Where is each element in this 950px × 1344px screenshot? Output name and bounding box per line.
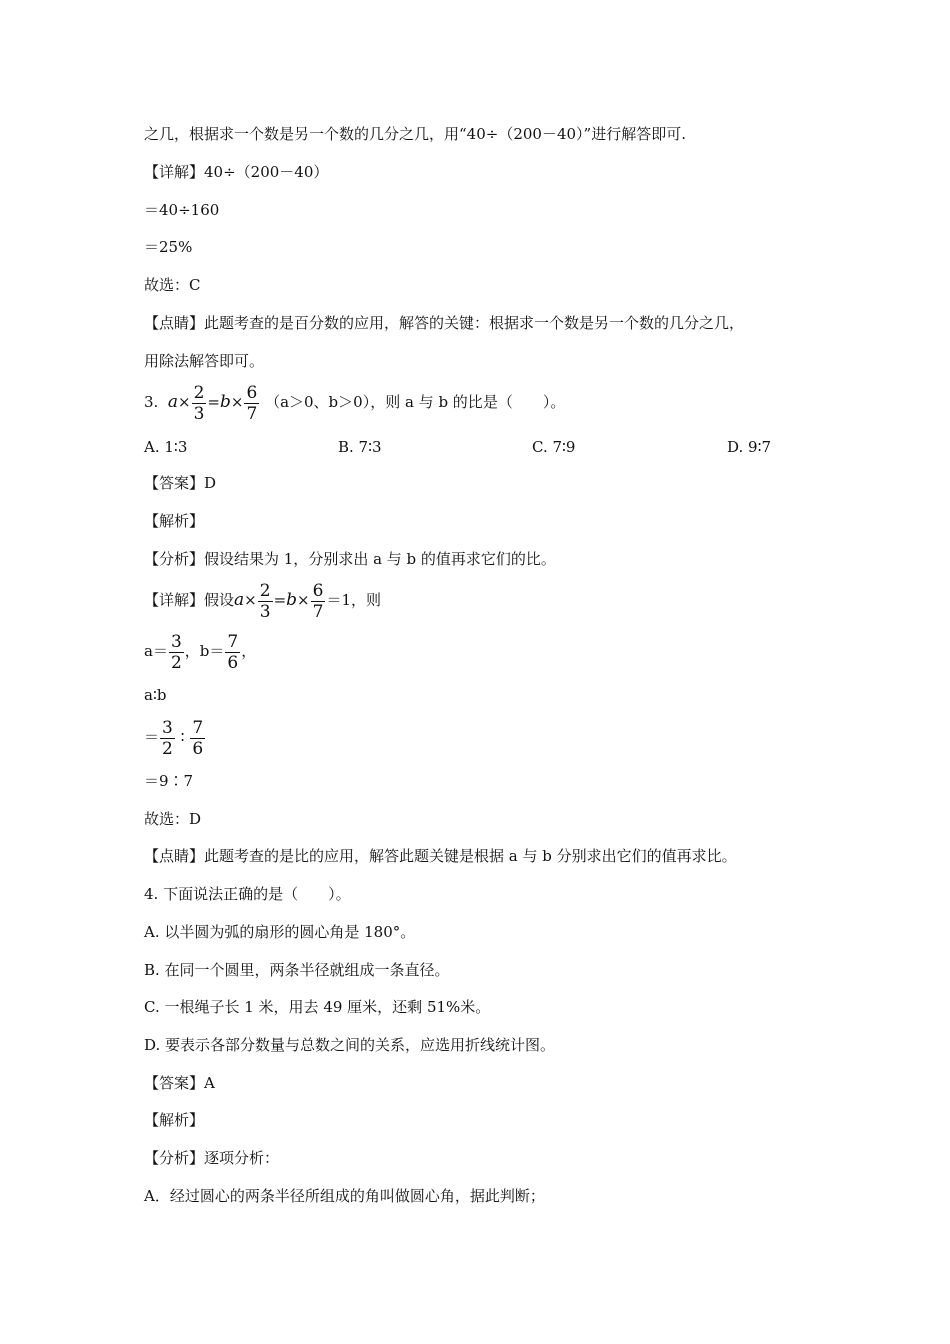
result-line: ＝9∶7 <box>144 772 194 790</box>
times-sign: × <box>178 393 191 411</box>
text-line: 之几，根据求一个数是另一个数的几分之几，用“40÷（200－40）”进行解答即可. <box>144 125 686 143</box>
equals-sign: = <box>207 393 220 411</box>
fraction: $\frac{3}{2}$ <box>162 717 173 759</box>
text-line: 【点睛】此题考查的是百分数的应用，解答的关键：根据求一个数是另一个数的几分之几， <box>144 314 745 332</box>
answer-line: 【答案】A <box>144 1074 215 1092</box>
option-c: C. 一根绳子长 1 米，用去 49 厘米，还剩 51%米。 <box>144 998 491 1016</box>
question-3-stem <box>144 372 565 432</box>
fraction: $\frac{7}{6}$ <box>192 717 204 759</box>
times-sign: × <box>230 393 244 411</box>
detail-line: 【详解】假设a× $\frac{2}{3}$ =b× $\frac{6}{7}$ ＝1，则 <box>144 580 381 622</box>
text-line: 用除法解答即可。 <box>144 352 265 370</box>
fraction: $\frac{2}{3}$ <box>259 580 271 622</box>
analysis-a: A．经过圆心的两条半径所组成的角叫做圆心角，据此判断； <box>144 1187 545 1205</box>
fraction: $\frac{6}{7}$ <box>312 580 324 622</box>
ratio-fraction-line: ＝ $\frac{3}{2}$ ∶ $\frac{7}{6}$ <box>144 717 204 759</box>
question-number: 3. <box>144 393 159 411</box>
analysis-text: 【分析】逐项分析： <box>144 1149 280 1167</box>
analysis-heading: 【解析】 <box>144 1111 205 1129</box>
condition-text: （a＞0、b＞0），则 a 与 b 的比是（ ）。 <box>265 393 566 411</box>
fraction: $\frac{3}{2}$ <box>170 631 182 673</box>
option-a: A. 1∶3 <box>144 438 188 456</box>
option-c: C. 7∶9 <box>532 438 576 456</box>
comment-line: 【点睛】此题考查的是比的应用，解答此题关键是根据 a 与 b 分别求出它们的值再求比。 <box>144 847 737 865</box>
analysis-text: 【分析】假设结果为 1，分别求出 a 与 b 的值再求它们的比。 <box>144 550 556 568</box>
text-line: 故选：C <box>144 276 201 294</box>
choice-line: 故选：D <box>144 810 202 828</box>
text-line: ＝25% <box>144 238 193 256</box>
text-line: 【详解】40÷（200－40） <box>144 163 329 181</box>
fraction: $\frac{7}{6}$ <box>227 631 239 673</box>
ratio-line: a∶b <box>144 686 167 704</box>
fraction: $\frac{2}{3}$ <box>193 382 205 424</box>
question-4-stem: 4. 下面说法正确的是（ ）。 <box>144 885 351 903</box>
analysis-heading: 【解析】 <box>144 512 205 530</box>
option-d: D. 要表示各部分数量与总数之间的关系，应选用折线统计图。 <box>144 1036 556 1054</box>
option-b: B. 7∶3 <box>338 438 382 456</box>
variable-a: a <box>167 392 178 412</box>
text-line: ＝40÷160 <box>144 201 220 219</box>
variable-b: b <box>219 392 231 412</box>
fraction: $\frac{6}{7}$ <box>246 382 258 424</box>
option-a: A. 以半圆为弧的扇形的圆心角是 180°。 <box>144 923 416 941</box>
option-b: B. 在同一个圆里，两条半径就组成一条直径。 <box>144 961 450 979</box>
values-line: a＝ $\frac{3}{2}$ ，b＝ $\frac{7}{6}$ ， <box>144 631 257 673</box>
option-d: D. 9∶7 <box>727 438 772 456</box>
answer-line: 【答案】D <box>144 474 217 492</box>
